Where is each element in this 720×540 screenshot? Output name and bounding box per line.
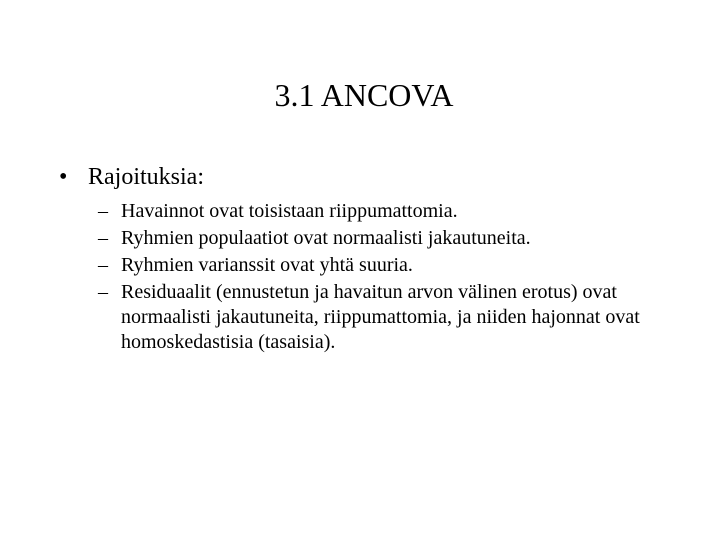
sub-bullet-item bbox=[98, 226, 698, 251]
sub-bullet-list bbox=[98, 199, 698, 357]
sub-bullet-text: Residuaalit (ennustetun ja havaitun arvon välinen erotus) ovat normaalisti jakautuneita, riippumattomia, ja niiden hajonnat ovat homoskedastisia (tasaisia). bbox=[121, 281, 640, 353]
bullet-item bbox=[59, 160, 204, 194]
sub-bullet-item bbox=[98, 253, 698, 278]
dash-marker: – bbox=[98, 200, 108, 222]
bullet-text: Rajoituksia: bbox=[88, 164, 204, 190]
slide-title: 3.1 ANCOVA bbox=[274, 77, 454, 113]
sub-bullet-text: Ryhmien populaatiot ovat normaalisti jakautuneita. bbox=[121, 227, 531, 249]
bullet-marker: • bbox=[59, 164, 68, 190]
sub-bullet-text: Havainnot ovat toisistaan riippumattomia. bbox=[121, 200, 458, 222]
sub-bullet-item bbox=[98, 280, 698, 355]
dash-marker: – bbox=[98, 254, 108, 276]
dash-marker: – bbox=[98, 281, 108, 303]
sub-bullet-text: Ryhmien varianssit ovat yhtä suuria. bbox=[121, 254, 413, 276]
dash-marker: – bbox=[98, 227, 108, 249]
sub-bullet-item bbox=[98, 199, 698, 224]
